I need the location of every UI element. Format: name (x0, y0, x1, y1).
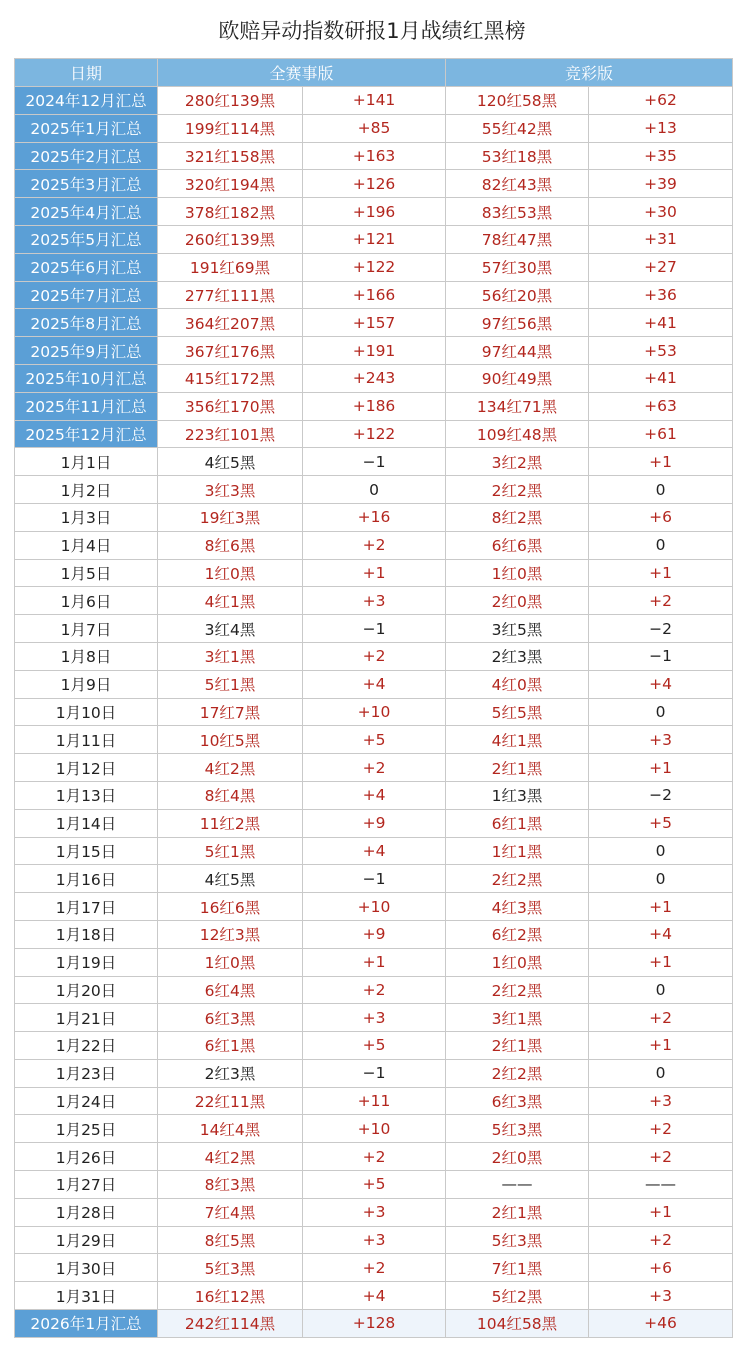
lottery-score-cell: +3 (589, 1282, 733, 1310)
all-score-cell: +122 (303, 253, 446, 281)
all-record-cell: 3红4黑 (158, 615, 303, 643)
date-cell: 1月21日 (15, 1004, 158, 1032)
table-row (15, 948, 733, 976)
table-row (15, 1087, 733, 1115)
all-record-cell: 242红114黑 (158, 1310, 303, 1338)
lottery-record-cell: 53红18黑 (446, 142, 589, 170)
table-row (15, 726, 733, 754)
table-row (15, 1282, 733, 1310)
lottery-score-cell: +39 (589, 170, 733, 198)
lottery-score-cell: +5 (589, 809, 733, 837)
all-score-cell: +5 (303, 1171, 446, 1199)
lottery-record-cell: 2红3黑 (446, 642, 589, 670)
lottery-score-cell: +41 (589, 309, 733, 337)
lottery-score-cell: +2 (589, 1226, 733, 1254)
lottery-score-cell: 0 (589, 976, 733, 1004)
lottery-score-cell: −2 (589, 781, 733, 809)
date-cell: 1月10日 (15, 698, 158, 726)
all-score-cell: −1 (303, 448, 446, 476)
all-record-cell: 4红1黑 (158, 587, 303, 615)
all-score-cell: +166 (303, 281, 446, 309)
table-row (15, 976, 733, 1004)
table-row (15, 1115, 733, 1143)
date-cell: 1月24日 (15, 1087, 158, 1115)
summary-row (15, 170, 733, 198)
lottery-score-cell: 0 (589, 476, 733, 504)
table-row (15, 1254, 733, 1282)
summary-row (15, 364, 733, 392)
lottery-record-cell: 57红30黑 (446, 253, 589, 281)
date-cell: 1月25日 (15, 1115, 158, 1143)
header-all-competitions: 全赛事版 (158, 59, 446, 87)
lottery-record-cell: 6红1黑 (446, 809, 589, 837)
all-record-cell: 2红3黑 (158, 1059, 303, 1087)
all-score-cell: +2 (303, 754, 446, 782)
summary-row (15, 87, 733, 115)
date-cell: 2025年2月汇总 (15, 142, 158, 170)
table-row (15, 781, 733, 809)
summary-row (15, 392, 733, 420)
table-row (15, 615, 733, 643)
lottery-score-cell: 0 (589, 837, 733, 865)
all-score-cell: +5 (303, 1032, 446, 1060)
all-score-cell: +128 (303, 1310, 446, 1338)
lottery-record-cell: 5红3黑 (446, 1115, 589, 1143)
date-cell: 2025年12月汇总 (15, 420, 158, 448)
table-row (15, 476, 733, 504)
all-record-cell: 367红176黑 (158, 337, 303, 365)
all-record-cell: 320红194黑 (158, 170, 303, 198)
lottery-record-cell: 90红49黑 (446, 364, 589, 392)
all-score-cell: +10 (303, 893, 446, 921)
table-row (15, 1004, 733, 1032)
all-record-cell: 11红2黑 (158, 809, 303, 837)
lottery-record-cell: 56红20黑 (446, 281, 589, 309)
all-record-cell: 3红1黑 (158, 642, 303, 670)
all-score-cell: +16 (303, 503, 446, 531)
all-score-cell: +2 (303, 531, 446, 559)
all-score-cell: +2 (303, 1143, 446, 1171)
lottery-score-cell: 0 (589, 698, 733, 726)
lottery-record-cell: 4红1黑 (446, 726, 589, 754)
lottery-record-cell: 3红1黑 (446, 1004, 589, 1032)
date-cell: 2025年11月汇总 (15, 392, 158, 420)
lottery-score-cell: +6 (589, 1254, 733, 1282)
header-date: 日期 (15, 59, 158, 87)
lottery-record-cell: 2红2黑 (446, 865, 589, 893)
date-cell: 1月23日 (15, 1059, 158, 1087)
table-row (15, 1171, 733, 1199)
table-row (15, 809, 733, 837)
date-cell: 1月6日 (15, 587, 158, 615)
lottery-record-cell: 104红58黑 (446, 1310, 589, 1338)
summary-row (15, 225, 733, 253)
all-score-cell: +2 (303, 976, 446, 1004)
page-title: 欧赔异动指数研报1月战绩红黑榜 (218, 19, 526, 43)
all-score-cell: +3 (303, 587, 446, 615)
table-row (15, 1143, 733, 1171)
table-row (15, 865, 733, 893)
date-cell: 1月20日 (15, 976, 158, 1004)
table-body (15, 87, 733, 1338)
all-record-cell: 6红3黑 (158, 1004, 303, 1032)
all-record-cell: 364红207黑 (158, 309, 303, 337)
all-score-cell: +4 (303, 781, 446, 809)
lottery-record-cell: 1红0黑 (446, 559, 589, 587)
summary-row (15, 281, 733, 309)
all-record-cell: 378红182黑 (158, 198, 303, 226)
all-record-cell: 8红6黑 (158, 531, 303, 559)
lottery-record-cell: 8红2黑 (446, 503, 589, 531)
date-cell: 1月30日 (15, 1254, 158, 1282)
date-cell: 1月15日 (15, 837, 158, 865)
table-row (15, 531, 733, 559)
lottery-score-cell: +4 (589, 670, 733, 698)
all-record-cell: 260红139黑 (158, 225, 303, 253)
lottery-score-cell: +53 (589, 337, 733, 365)
all-score-cell: +157 (303, 309, 446, 337)
lottery-score-cell: 0 (589, 531, 733, 559)
date-cell: 1月13日 (15, 781, 158, 809)
all-score-cell: +2 (303, 642, 446, 670)
lottery-record-cell: 4红3黑 (446, 893, 589, 921)
all-record-cell: 5红3黑 (158, 1254, 303, 1282)
all-score-cell: +122 (303, 420, 446, 448)
date-cell: 2025年9月汇总 (15, 337, 158, 365)
lottery-record-cell: 2红2黑 (446, 976, 589, 1004)
date-cell: 1月27日 (15, 1171, 158, 1199)
date-cell: 1月19日 (15, 948, 158, 976)
lottery-record-cell: 2红0黑 (446, 1143, 589, 1171)
lottery-score-cell: +2 (589, 1115, 733, 1143)
lottery-record-cell: 1红3黑 (446, 781, 589, 809)
all-score-cell: +85 (303, 114, 446, 142)
table-row (15, 1198, 733, 1226)
header-lottery: 竞彩版 (446, 59, 733, 87)
lottery-score-cell: +1 (589, 1032, 733, 1060)
date-cell: 1月1日 (15, 448, 158, 476)
all-score-cell: +10 (303, 698, 446, 726)
all-record-cell: 4红2黑 (158, 754, 303, 782)
date-cell: 2025年5月汇总 (15, 225, 158, 253)
date-cell: 1月22日 (15, 1032, 158, 1060)
date-cell: 1月2日 (15, 476, 158, 504)
all-score-cell: −1 (303, 615, 446, 643)
lottery-score-cell: +3 (589, 1087, 733, 1115)
lottery-record-cell: 1红0黑 (446, 948, 589, 976)
date-cell: 1月9日 (15, 670, 158, 698)
lottery-score-cell: —— (589, 1171, 733, 1199)
all-score-cell: +4 (303, 837, 446, 865)
all-score-cell: +186 (303, 392, 446, 420)
lottery-score-cell: +36 (589, 281, 733, 309)
lottery-score-cell: +31 (589, 225, 733, 253)
all-score-cell: +4 (303, 670, 446, 698)
table-row (15, 893, 733, 921)
table-row (15, 642, 733, 670)
all-record-cell: 19红3黑 (158, 503, 303, 531)
lottery-record-cell: 2红2黑 (446, 476, 589, 504)
lottery-score-cell: +63 (589, 392, 733, 420)
all-score-cell: +3 (303, 1004, 446, 1032)
date-cell: 2024年12月汇总 (15, 87, 158, 115)
all-score-cell: −1 (303, 865, 446, 893)
date-cell: 1月3日 (15, 503, 158, 531)
lottery-score-cell: +13 (589, 114, 733, 142)
summary-row (15, 420, 733, 448)
all-score-cell: −1 (303, 1059, 446, 1087)
all-record-cell: 5红1黑 (158, 670, 303, 698)
lottery-record-cell: 82红43黑 (446, 170, 589, 198)
lottery-score-cell: 0 (589, 1059, 733, 1087)
lottery-record-cell: 1红1黑 (446, 837, 589, 865)
lottery-record-cell: 2红1黑 (446, 1032, 589, 1060)
date-cell: 1月11日 (15, 726, 158, 754)
all-record-cell: 22红11黑 (158, 1087, 303, 1115)
all-score-cell: +11 (303, 1087, 446, 1115)
all-record-cell: 7红4黑 (158, 1198, 303, 1226)
lottery-score-cell: +1 (589, 448, 733, 476)
table-row (15, 670, 733, 698)
all-score-cell: +2 (303, 1254, 446, 1282)
all-score-cell: +10 (303, 1115, 446, 1143)
all-record-cell: 4红5黑 (158, 865, 303, 893)
table-row (15, 754, 733, 782)
table-row (15, 698, 733, 726)
date-cell: 1月7日 (15, 615, 158, 643)
lottery-score-cell: 0 (589, 865, 733, 893)
all-record-cell: 10红5黑 (158, 726, 303, 754)
all-score-cell: +196 (303, 198, 446, 226)
summary-row (15, 142, 733, 170)
table-header-row (15, 59, 733, 87)
all-record-cell: 1红0黑 (158, 559, 303, 587)
all-score-cell: +121 (303, 225, 446, 253)
all-record-cell: 14红4黑 (158, 1115, 303, 1143)
lottery-score-cell: +6 (589, 503, 733, 531)
all-record-cell: 17红7黑 (158, 698, 303, 726)
all-record-cell: 3红3黑 (158, 476, 303, 504)
date-cell: 1月26日 (15, 1143, 158, 1171)
lottery-score-cell: +1 (589, 893, 733, 921)
lottery-record-cell: 3红2黑 (446, 448, 589, 476)
all-record-cell: 16红12黑 (158, 1282, 303, 1310)
lottery-score-cell: +2 (589, 1143, 733, 1171)
summary-row (15, 198, 733, 226)
lottery-record-cell: 83红53黑 (446, 198, 589, 226)
lottery-score-cell: +4 (589, 920, 733, 948)
lottery-record-cell: 6红3黑 (446, 1087, 589, 1115)
lottery-record-cell: 5红3黑 (446, 1226, 589, 1254)
lottery-score-cell: +46 (589, 1310, 733, 1338)
all-record-cell: 4红2黑 (158, 1143, 303, 1171)
all-record-cell: 199红114黑 (158, 114, 303, 142)
date-cell: 1月12日 (15, 754, 158, 782)
date-cell: 1月28日 (15, 1198, 158, 1226)
all-score-cell: +126 (303, 170, 446, 198)
lottery-record-cell: 2红2黑 (446, 1059, 589, 1087)
lottery-record-cell: 2红1黑 (446, 1198, 589, 1226)
all-record-cell: 277红111黑 (158, 281, 303, 309)
all-score-cell: +9 (303, 920, 446, 948)
lottery-score-cell: +30 (589, 198, 733, 226)
lottery-record-cell: 6红6黑 (446, 531, 589, 559)
all-score-cell: +5 (303, 726, 446, 754)
date-cell: 1月29日 (15, 1226, 158, 1254)
all-record-cell: 191红69黑 (158, 253, 303, 281)
all-record-cell: 6红4黑 (158, 976, 303, 1004)
all-record-cell: 8红4黑 (158, 781, 303, 809)
lottery-record-cell: 97红56黑 (446, 309, 589, 337)
lottery-score-cell: −2 (589, 615, 733, 643)
all-score-cell: +3 (303, 1226, 446, 1254)
all-score-cell: +243 (303, 364, 446, 392)
all-record-cell: 1红0黑 (158, 948, 303, 976)
summary-row (15, 309, 733, 337)
lottery-record-cell: 55红42黑 (446, 114, 589, 142)
lottery-score-cell: +2 (589, 587, 733, 615)
all-record-cell: 16红6黑 (158, 893, 303, 921)
lottery-score-cell: +41 (589, 364, 733, 392)
date-cell: 2025年7月汇总 (15, 281, 158, 309)
date-cell: 1月31日 (15, 1282, 158, 1310)
lottery-record-cell: 5红5黑 (446, 698, 589, 726)
all-score-cell: +141 (303, 87, 446, 115)
lottery-score-cell: +2 (589, 1004, 733, 1032)
all-score-cell: +3 (303, 1198, 446, 1226)
all-record-cell: 280红139黑 (158, 87, 303, 115)
lottery-score-cell: +1 (589, 559, 733, 587)
date-cell: 2025年3月汇总 (15, 170, 158, 198)
lottery-score-cell: +62 (589, 87, 733, 115)
date-cell: 2025年6月汇总 (15, 253, 158, 281)
all-record-cell: 8红3黑 (158, 1171, 303, 1199)
lottery-score-cell: +27 (589, 253, 733, 281)
lottery-score-cell: +1 (589, 948, 733, 976)
date-cell: 2025年10月汇总 (15, 364, 158, 392)
summary-row (15, 337, 733, 365)
lottery-record-cell: 109红48黑 (446, 420, 589, 448)
lottery-score-cell: −1 (589, 642, 733, 670)
all-record-cell: 6红1黑 (158, 1032, 303, 1060)
date-cell: 2025年4月汇总 (15, 198, 158, 226)
all-record-cell: 4红5黑 (158, 448, 303, 476)
table-row (15, 1226, 733, 1254)
all-score-cell: 0 (303, 476, 446, 504)
table-row (15, 1059, 733, 1087)
table-row (15, 503, 733, 531)
lottery-record-cell: 78红47黑 (446, 225, 589, 253)
lottery-record-cell: 5红2黑 (446, 1282, 589, 1310)
all-record-cell: 415红172黑 (158, 364, 303, 392)
date-cell: 1月8日 (15, 642, 158, 670)
lottery-record-cell: 6红2黑 (446, 920, 589, 948)
all-score-cell: +9 (303, 809, 446, 837)
date-cell: 1月4日 (15, 531, 158, 559)
all-score-cell: +1 (303, 948, 446, 976)
lottery-record-cell: 97红44黑 (446, 337, 589, 365)
date-cell: 2026年1月汇总 (15, 1310, 158, 1338)
date-cell: 1月18日 (15, 920, 158, 948)
summary-row (15, 253, 733, 281)
lottery-score-cell: +1 (589, 754, 733, 782)
table-row (15, 448, 733, 476)
all-record-cell: 356红170黑 (158, 392, 303, 420)
lottery-score-cell: +1 (589, 1198, 733, 1226)
all-record-cell: 223红101黑 (158, 420, 303, 448)
table-row (15, 587, 733, 615)
table-row (15, 920, 733, 948)
all-score-cell: +1 (303, 559, 446, 587)
lottery-record-cell: 4红0黑 (446, 670, 589, 698)
all-record-cell: 12红3黑 (158, 920, 303, 948)
results-table (14, 58, 733, 1338)
lottery-record-cell: 2红1黑 (446, 754, 589, 782)
summary-row (15, 1310, 733, 1338)
lottery-record-cell: 2红0黑 (446, 587, 589, 615)
lottery-score-cell: +35 (589, 142, 733, 170)
date-cell: 1月16日 (15, 865, 158, 893)
lottery-score-cell: +61 (589, 420, 733, 448)
table-row (15, 1032, 733, 1060)
lottery-record-cell: 3红5黑 (446, 615, 589, 643)
date-cell: 2025年8月汇总 (15, 309, 158, 337)
lottery-record-cell: 120红58黑 (446, 87, 589, 115)
all-record-cell: 5红1黑 (158, 837, 303, 865)
table-row (15, 837, 733, 865)
lottery-record-cell: —— (446, 1171, 589, 1199)
table-row (15, 559, 733, 587)
lottery-record-cell: 134红71黑 (446, 392, 589, 420)
summary-row (15, 114, 733, 142)
all-score-cell: +191 (303, 337, 446, 365)
all-score-cell: +163 (303, 142, 446, 170)
all-record-cell: 8红5黑 (158, 1226, 303, 1254)
date-cell: 1月17日 (15, 893, 158, 921)
date-cell: 1月5日 (15, 559, 158, 587)
lottery-record-cell: 7红1黑 (446, 1254, 589, 1282)
lottery-score-cell: +3 (589, 726, 733, 754)
date-cell: 1月14日 (15, 809, 158, 837)
all-record-cell: 321红158黑 (158, 142, 303, 170)
date-cell: 2025年1月汇总 (15, 114, 158, 142)
all-score-cell: +4 (303, 1282, 446, 1310)
